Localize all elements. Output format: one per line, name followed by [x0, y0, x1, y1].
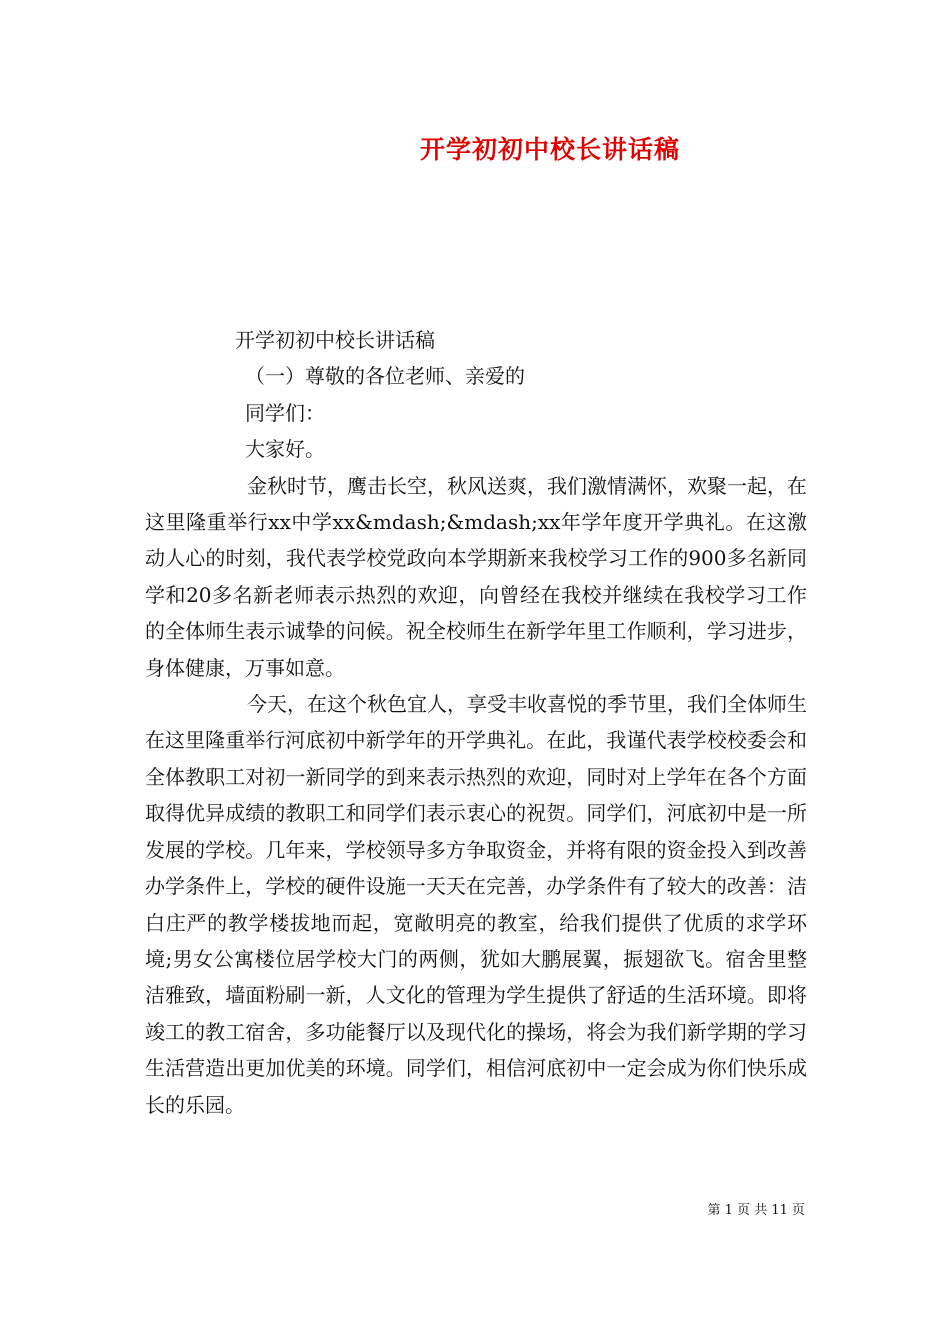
- body-paragraph: 今天，在这个秋色宜人，享受丰收喜悦的季节里，我们全体师生在这里隆重举行河底初中新学年的开学典礼。在此，我谨代表学校校委会和全体教职工对初一新同学的到来表示热烈的欢迎，同时对上学年在各个方面取得优异成绩的教职工和同学们表示衷心的祝贺。同学们，河底初中是一所发展的学校。几年来，学校领导多方争取资金，并将有限的资金投入到改善办学条件上，学校的硬件设施一天天在完善，办学条件有了较大的改善：洁白庄严的教学楼拔地而起，宽敞明亮的教室，给我们提供了优质的求学环境;男女公寓楼位居学校大门的两侧，犹如大鹏展翼，振翅欲飞。宿舍里整洁雅致，墙面粉刷一新，人文化的管理为学生提供了舒适的生活环境。即将竣工的教工宿舍，多功能餐厅以及现代化的操场，将会为我们新学期的学习生活营造出更加优美的环境。同学们，相信河底初中一定会成为你们快乐成长的乐园。: [145, 692, 807, 1117]
- salutation-line: （一）尊敬的各位老师、亲爱的: [245, 364, 525, 389]
- body-paragraph: 金秋时节，鹰击长空，秋风送爽，我们激情满怀，欢聚一起，在这里隆重举行xx中学xx&mdash;&mdash;xx年学年度开学典礼。在这激动人心的时刻，我代表学校党政向本学期新来我校学习工作的900多名新同学和20多名新老师表示热烈的欢迎，向曾经在我校并继续在我校学习工作的全体师生表示诚挚的问候。祝全校师生在新学年里工作顺利，学习进步，身体健康，万事如意。: [145, 473, 807, 680]
- document-body: [145, 322, 807, 1123]
- greeting-line: 大家好。: [245, 437, 325, 462]
- speech-heading: 开学初初中校长讲话稿: [235, 328, 435, 352]
- salutation-continued: 同学们：: [245, 400, 325, 425]
- document-title: 开学初初中校长讲话稿: [419, 135, 680, 164]
- page-number-footer: 第 1 页 共 11 页: [707, 1203, 805, 1218]
